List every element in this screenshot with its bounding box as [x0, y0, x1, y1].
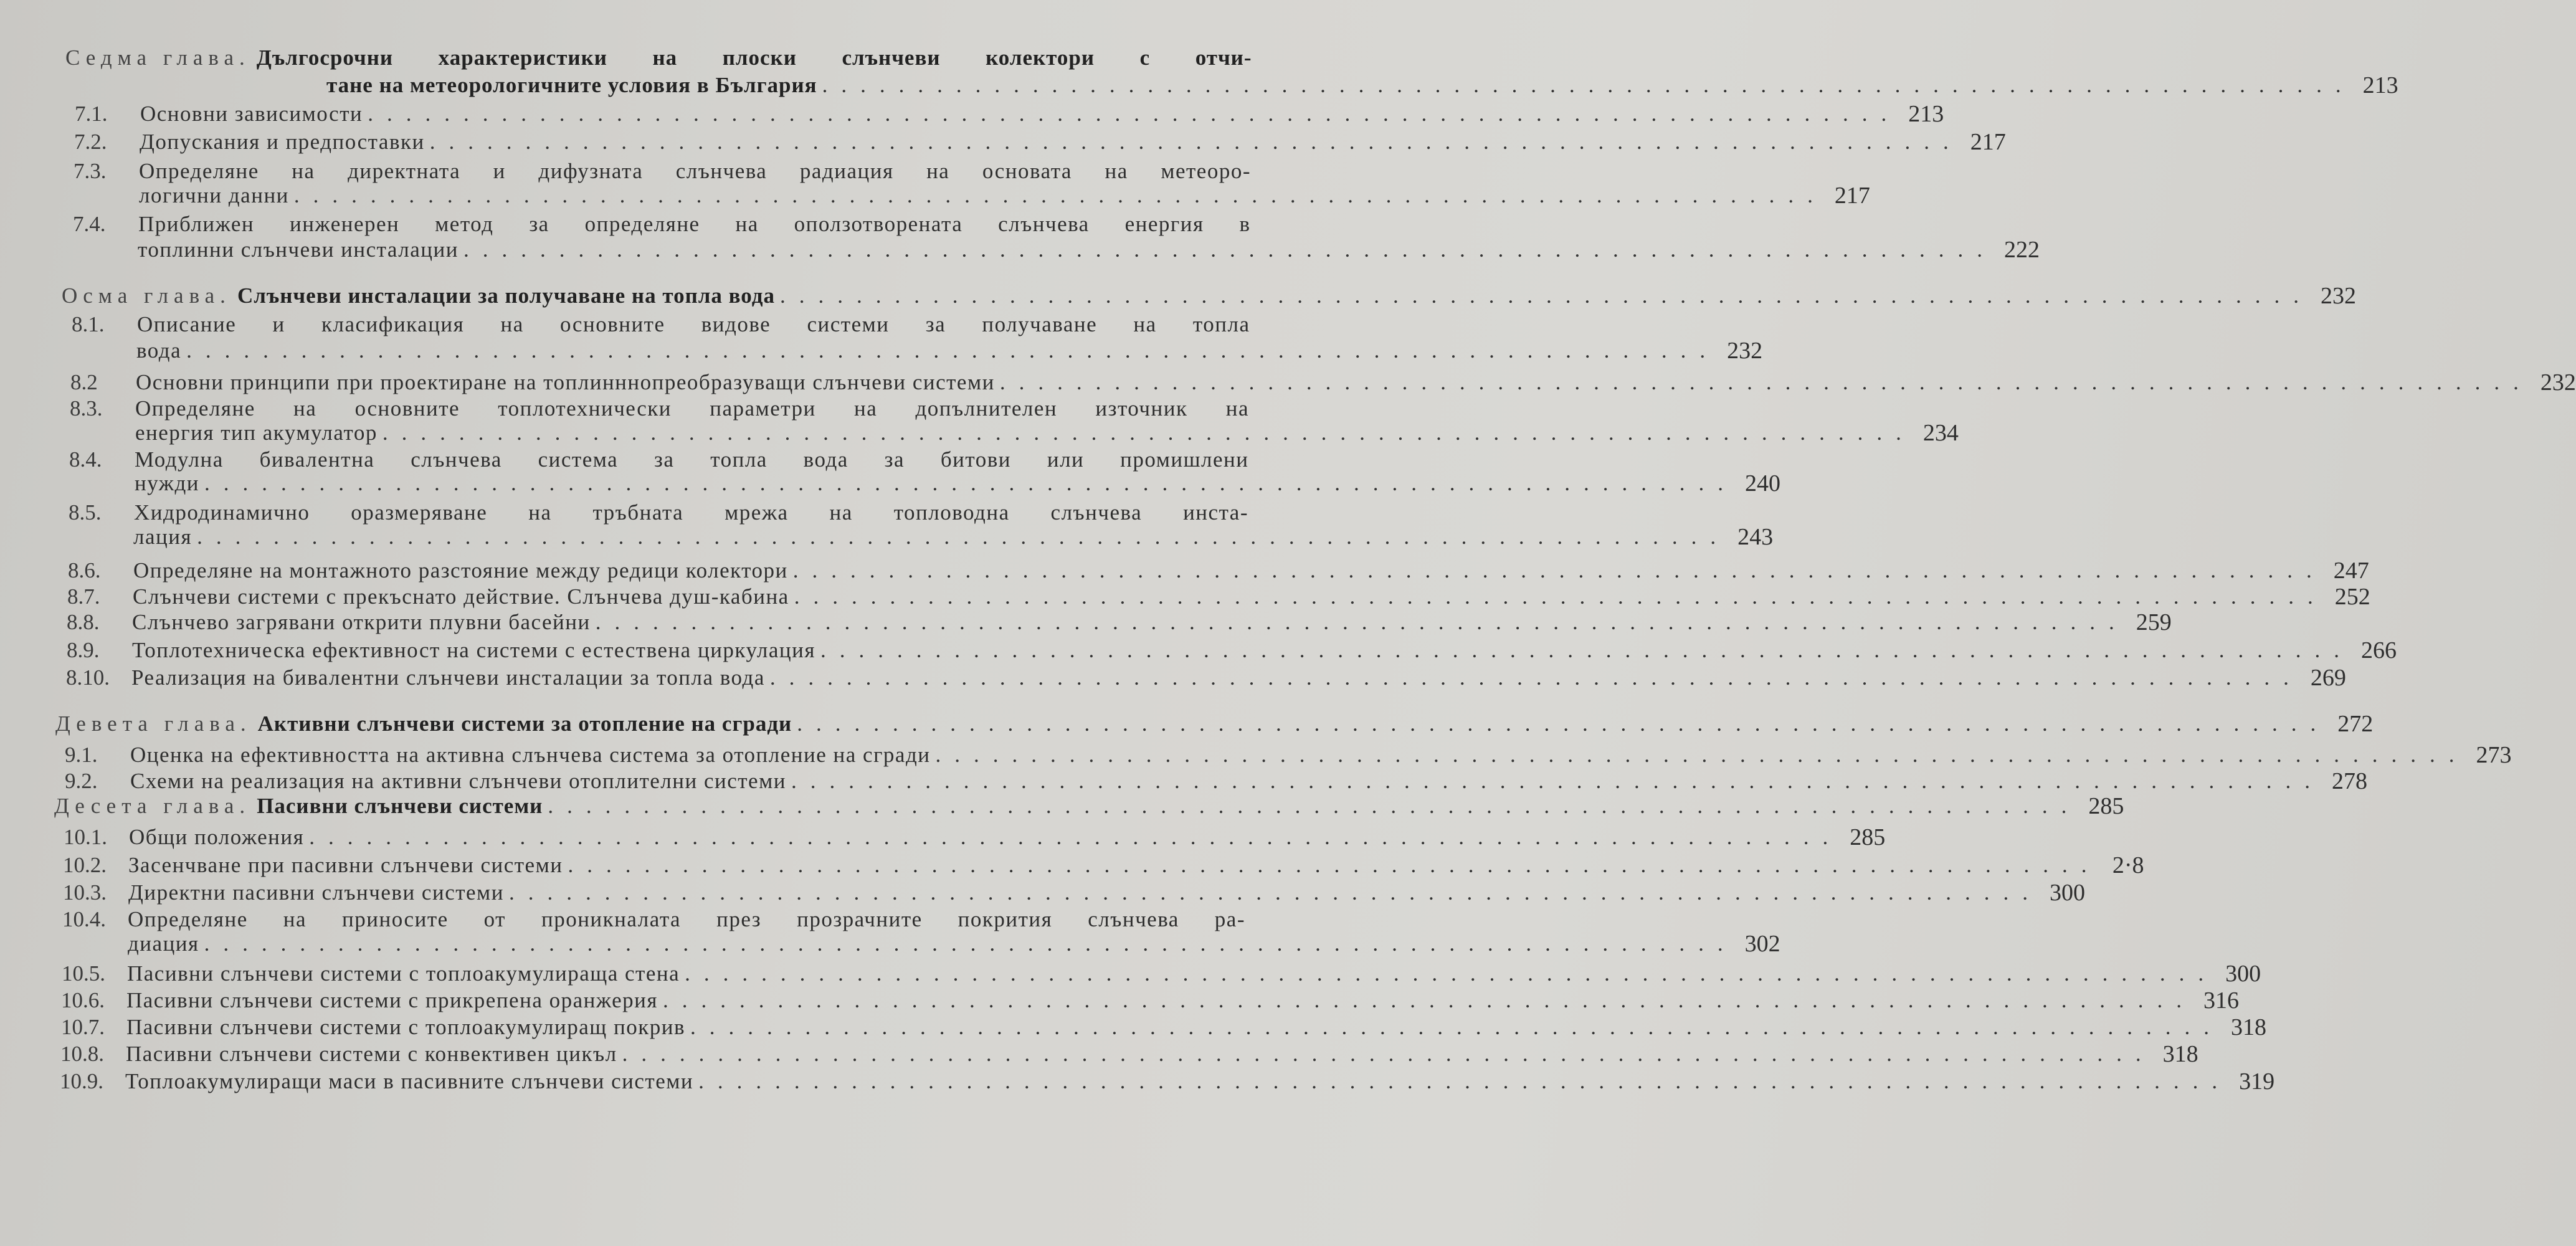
section-number: 10.4.: [62, 907, 106, 931]
section-number: [74, 182, 139, 209]
dot-leader: ................................................................................: [662, 988, 2195, 1012]
toc-entry-line: [65, 741, 2512, 769]
toc-entry-line: [68, 557, 2369, 584]
toc-entry-line: [69, 470, 1780, 497]
entry-title: Топлоакумулиращи маси в пасивните слънчеви системи: [125, 1069, 694, 1093]
page-number: 266: [2360, 637, 2397, 663]
entry-title: нужди: [135, 471, 199, 495]
toc-entry-line: [74, 182, 1870, 209]
section-number: 8.9.: [67, 638, 100, 662]
toc-entry-line: [72, 236, 2040, 264]
section-number: 8.8.: [67, 610, 100, 634]
chapter-label: Осма глава.: [62, 283, 231, 308]
dot-leader: ................................................................................: [548, 794, 2081, 818]
section-number: [71, 337, 136, 364]
section-number: 8.3.: [70, 396, 103, 421]
dot-leader: ................................................................................: [622, 1042, 2155, 1066]
section-number: 7.3.: [74, 159, 107, 183]
entry-title: Хидродинамично оразмеряване на тръбната мрежа на топловодна слънчева инста-: [134, 500, 1248, 525]
toc-entry-line: [61, 1014, 2266, 1041]
toc-entry-line: [70, 369, 2576, 396]
page-number: 285: [1850, 824, 1886, 850]
entry-title: Засенчване при пасивни слънчеви системи: [128, 853, 563, 877]
section-number: 7.2.: [74, 130, 107, 154]
dot-leader: ................................................................................: [690, 1015, 2223, 1039]
section-number: 9.1.: [65, 743, 98, 767]
section-number: 10.2.: [63, 853, 107, 877]
dot-leader: ................................................................................: [780, 283, 2312, 308]
toc-entry-line: [74, 128, 2006, 156]
toc-entry-line: [72, 311, 1250, 338]
section-number: 8.7.: [67, 584, 100, 609]
entry-title: Основни принципи при проектиране на топлинннопреобразуващи слънчеви системи: [136, 370, 995, 394]
page-number: 278: [2331, 768, 2367, 794]
toc-entry-line: [60, 1040, 2198, 1068]
chapter-heading-line: [65, 44, 1252, 72]
page-number: 232: [2540, 369, 2576, 396]
page-number: 252: [2334, 584, 2370, 610]
toc-entry-line: [62, 906, 1245, 933]
section-number: 10.5.: [62, 961, 105, 986]
entry-title: вода: [136, 338, 182, 363]
page-number: 285: [2088, 793, 2124, 819]
dot-leader: ................................................................................: [822, 73, 2355, 97]
toc-entry-line: [63, 852, 2144, 879]
dot-leader: ................................................................................: [820, 638, 2353, 662]
toc-entry-line: [66, 664, 2346, 692]
section-number: 10.1.: [64, 825, 107, 849]
page-number: 243: [1737, 524, 1774, 550]
chapter-heading-line: [65, 72, 2398, 99]
page-number: 300: [2049, 880, 2085, 906]
section-number: 8.1.: [72, 312, 105, 336]
entry-title: Описание и класификация на основните видове системи за получаване на топла: [137, 312, 1250, 336]
page-number: 232: [1727, 338, 1763, 364]
indent: [65, 72, 326, 99]
dot-leader: ................................................................................: [999, 370, 2532, 394]
entry-title: енергия тип акумулатор: [135, 421, 378, 445]
page-number: 232: [2321, 283, 2356, 309]
page-number: 234: [1922, 420, 1959, 446]
section-number: 10.9.: [60, 1069, 103, 1093]
dot-leader: ................................................................................: [792, 558, 2326, 583]
entry-title: Топлотехническа ефективност на системи с естествена циркулация: [132, 638, 815, 662]
dot-leader: ................................................................................: [794, 584, 2327, 609]
page-number: 318: [2162, 1041, 2198, 1067]
section-number: [62, 930, 128, 958]
dot-leader: ................................................................................: [204, 931, 1737, 956]
dot-leader: ................................................................................: [508, 880, 2041, 905]
toc-entry-line: [68, 523, 1774, 551]
toc-entry-line: [63, 879, 2085, 906]
entry-title: Схеми на реализация на активни слънчеви отоплителни системи: [130, 769, 786, 793]
toc-entry-line: [67, 583, 2370, 611]
chapter-heading-line: [62, 282, 2356, 310]
entry-title: Слънчеви инсталации за получаване на топла вода: [237, 283, 775, 308]
toc-entry-line: [62, 960, 2261, 987]
toc-entry-line: [75, 100, 1944, 128]
dot-leader: ................................................................................: [568, 853, 2101, 877]
entry-title: диация: [128, 931, 199, 956]
page-number: 217: [1834, 183, 1870, 209]
page-number: 272: [2337, 711, 2374, 737]
section-number: [68, 523, 133, 551]
dot-leader: ................................................................................: [797, 711, 2330, 736]
entry-title: Определяне на директната и дифузната слънчева радиация на основата на метеоро-: [139, 159, 1251, 183]
page-number: 222: [2003, 237, 2040, 263]
page-number: 273: [2476, 742, 2512, 768]
entry-title: логични данни: [139, 183, 289, 207]
page-number: 217: [1970, 129, 2006, 155]
dot-leader: ................................................................................: [698, 1069, 2231, 1093]
dot-leader: ................................................................................: [204, 471, 1737, 495]
page-number: 300: [2225, 961, 2261, 987]
dot-leader: ................................................................................: [293, 183, 1827, 207]
page-number: 213: [2362, 72, 2398, 98]
entry-title: Пасивни слънчеви системи с конвективен цикъл: [126, 1042, 617, 1066]
entry-title: Модулна бивалентна слънчева система за топла вода за битови или промишлени: [135, 447, 1249, 472]
page-number: 302: [1744, 931, 1780, 957]
dot-leader: ................................................................................: [382, 421, 1915, 445]
dot-leader: ................................................................................: [791, 769, 2324, 793]
entry-title: Оценка на ефективността на активна слънчева система за отопление на сгради: [130, 743, 931, 767]
entry-title: Пасивни слънчеви системи с топлоакумулираща стена: [127, 961, 680, 986]
toc-entry-line: [70, 419, 1959, 447]
entry-title: тане на метеорологичните условия в България: [326, 73, 817, 97]
section-number: 10.6.: [61, 988, 105, 1012]
toc-entry-line: [69, 499, 1248, 526]
section-number: 8.4.: [69, 447, 102, 472]
section-number: 8.6.: [68, 558, 101, 583]
dot-leader: ................................................................................: [368, 102, 1901, 126]
dot-leader: ................................................................................: [935, 743, 2468, 767]
page-number: 318: [2230, 1014, 2266, 1040]
dot-leader: ................................................................................: [429, 130, 1962, 154]
entry-title: Общи положения: [129, 825, 305, 849]
entry-title: Дългосрочни характеристики на плоски слънчеви колектори с отчи-: [256, 45, 1252, 70]
toc-entry-line: [62, 930, 1780, 958]
section-number: [69, 470, 135, 497]
section-number: 10.8.: [60, 1042, 104, 1066]
toc-entry-line: [74, 158, 1251, 185]
section-number: 10.3.: [63, 880, 107, 905]
entry-title: Реализация на бивалентни слънчеви инсталации за топла вода: [131, 665, 765, 690]
entry-title: Основни зависимости: [140, 102, 363, 126]
entry-title: Директни пасивни слънчеви системи: [128, 880, 504, 905]
chapter-label: Десета глава.: [54, 794, 251, 818]
entry-title: Определяне на основните топлотехнически параметри на допълнителен източник на: [135, 396, 1249, 421]
page-number: 269: [2310, 665, 2346, 691]
toc-entry-line: [60, 1068, 2275, 1095]
entry-title: Пасивни слънчеви системи с прикрепена оранжерия: [126, 988, 658, 1012]
entry-title: Определяне на монтажното разстояние между редици колектори: [133, 558, 788, 583]
entry-title: топлинни слънчеви инсталации: [138, 237, 459, 262]
section-number: 7.4.: [73, 212, 106, 236]
toc-entry-line: [67, 637, 2397, 664]
entry-title: Пасивни слънчеви системи: [257, 794, 543, 818]
dot-leader: ................................................................................: [463, 237, 1996, 262]
section-number: 8.2: [70, 370, 98, 394]
entry-title: Пасивни слънчеви системи с топлоакумулиращ покрив: [126, 1015, 685, 1039]
dot-leader: ................................................................................: [769, 665, 2303, 690]
chapter-heading-line: [54, 792, 2124, 820]
chapter-label: Седма глава.: [65, 45, 250, 70]
page-number: 316: [2203, 987, 2239, 1014]
entry-title: Приближен инженерен метод за определяне на оползотворената слънчева енергия в: [138, 212, 1251, 236]
page-number: 2·8: [2112, 852, 2144, 878]
entry-title: Слънчево загрявани открити плувни басейни: [132, 610, 591, 634]
page-number: 213: [1908, 101, 1944, 127]
dot-leader: ................................................................................: [197, 525, 1730, 549]
section-number: 10.7.: [61, 1015, 105, 1039]
page-number: 319: [2239, 1068, 2275, 1095]
entry-title: лация: [133, 525, 192, 549]
toc-entry-line: [71, 337, 1763, 364]
section-number: [72, 236, 138, 264]
dot-leader: ................................................................................: [595, 610, 2128, 634]
dot-leader: ................................................................................: [186, 338, 1719, 363]
page-number: 240: [1745, 470, 1780, 497]
entry-title: Допускания и предпоставки: [140, 130, 425, 154]
toc-entry-line: [61, 987, 2239, 1014]
dot-leader: ................................................................................: [309, 825, 1842, 849]
entry-title: Активни слънчеви системи за отопление на сгради: [257, 711, 792, 736]
page-number: 247: [2333, 558, 2369, 584]
section-number: 7.1.: [75, 102, 108, 126]
toc-entry-line: [64, 824, 1886, 851]
entry-title: Слънчеви системи с прекъснато действие. Слънчева душ-кабина: [133, 584, 789, 609]
chapter-heading-line: [55, 710, 2374, 738]
entry-title: Определяне на приносите от проникналата през прозрачните покрития слънчева ра-: [128, 907, 1245, 931]
section-number: 8.5.: [69, 500, 102, 525]
section-number: 9.2.: [65, 769, 98, 793]
page-number: 259: [2136, 609, 2172, 635]
chapter-label: Девета глава.: [55, 711, 252, 736]
section-number: 8.10.: [66, 665, 110, 690]
toc-entry-line: [70, 395, 1249, 422]
toc-entry-line: [65, 768, 2367, 795]
toc-entry-line: [67, 609, 2172, 636]
section-number: [70, 419, 135, 447]
toc-entry-line: [73, 211, 1251, 238]
dot-leader: ................................................................................: [685, 961, 2218, 986]
